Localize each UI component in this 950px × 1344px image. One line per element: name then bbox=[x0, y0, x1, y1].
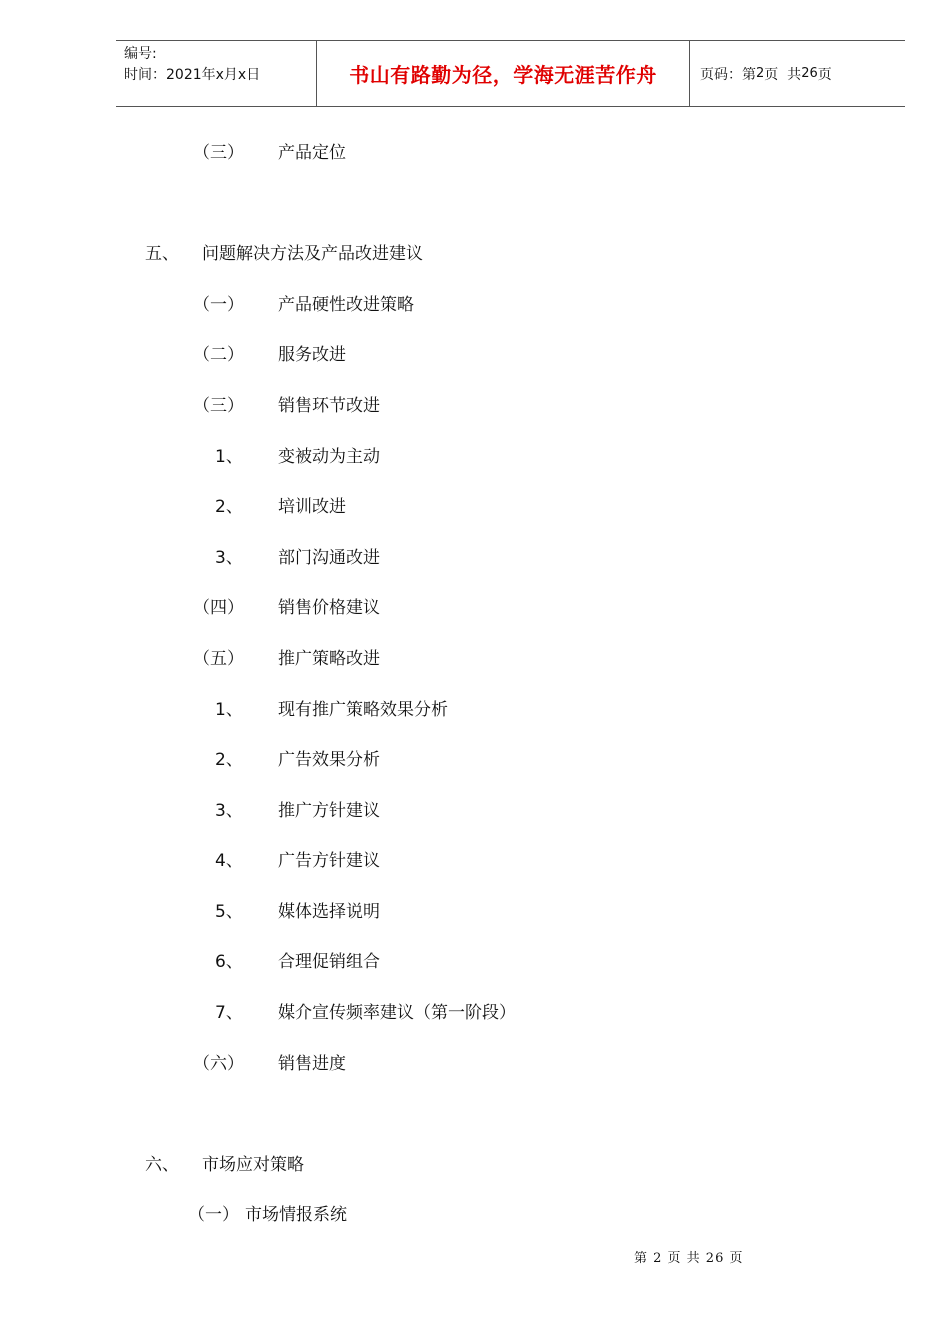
toc-item-text: 推广策略改进 bbox=[278, 649, 380, 669]
toc-item-text: 销售价格建议 bbox=[278, 598, 380, 618]
toc-item-text: 产品硬性改进策略 bbox=[278, 295, 414, 315]
toc-item-number: 2、 bbox=[215, 750, 243, 770]
page-prefix: 页码：第 bbox=[700, 66, 756, 83]
toc-item-number: （一） bbox=[188, 1205, 239, 1225]
toc-item-text: 销售进度 bbox=[278, 1054, 346, 1074]
toc-item-number: （四） bbox=[193, 598, 244, 618]
time-label: 时间：2021年x月x日 bbox=[124, 67, 261, 83]
toc-item-text: 推广方针建议 bbox=[278, 801, 380, 821]
toc-item-text: 媒介宣传频率建议（第一阶段） bbox=[278, 1003, 516, 1023]
page-suffix: 页 bbox=[817, 66, 832, 83]
toc-item-text: 销售环节改进 bbox=[278, 396, 380, 416]
page-total: 26 bbox=[801, 66, 818, 81]
toc-item-number: （一） bbox=[193, 295, 244, 315]
toc-item-number: 5、 bbox=[215, 902, 243, 922]
page-current: 2 bbox=[756, 66, 765, 81]
toc-item-text: 服务改进 bbox=[278, 345, 346, 365]
code-label: 编号: bbox=[124, 46, 157, 62]
toc-item-text: 广告效果分析 bbox=[278, 750, 380, 770]
page-header bbox=[116, 40, 905, 107]
toc-item-text: 现有推广策略效果分析 bbox=[278, 700, 448, 720]
toc-item-text: 问题解决方法及产品改进建议 bbox=[202, 244, 423, 264]
toc-item-number: （五） bbox=[193, 649, 244, 669]
toc-item-number: 1、 bbox=[215, 700, 243, 720]
toc-item-text: 培训改进 bbox=[278, 497, 346, 517]
toc-item-text: 广告方针建议 bbox=[278, 851, 380, 871]
toc-item-number: （二） bbox=[193, 345, 244, 365]
toc-item-number: 五、 bbox=[145, 244, 179, 264]
toc-item-number: （三） bbox=[193, 396, 244, 416]
header-meta bbox=[116, 41, 316, 106]
header-page-info bbox=[690, 41, 905, 106]
page-footer: 第 2 页 共 26 页 bbox=[634, 1251, 744, 1266]
toc-item-text: 合理促销组合 bbox=[278, 952, 380, 972]
toc-item-number: 1、 bbox=[215, 447, 243, 467]
page-mid: 页 共 bbox=[764, 66, 802, 83]
toc-item-text: 变被动为主动 bbox=[278, 447, 380, 467]
toc-item-number: 6、 bbox=[215, 952, 243, 972]
toc-item-number: 3、 bbox=[215, 548, 243, 568]
toc-item-text: 部门沟通改进 bbox=[278, 548, 380, 568]
toc-item-text: 产品定位 bbox=[278, 143, 346, 163]
toc-item-number: （三） bbox=[193, 143, 244, 163]
header-motto: 书山有路勤为径，学海无涯苦作舟 bbox=[316, 41, 690, 106]
toc-item-text: 媒体选择说明 bbox=[278, 902, 380, 922]
toc-item-number: 3、 bbox=[215, 801, 243, 821]
toc-item-number: 4、 bbox=[215, 851, 243, 871]
toc-item-text: 市场应对策略 bbox=[202, 1155, 304, 1175]
toc-item-number: （六） bbox=[193, 1054, 244, 1074]
toc-item-text: 市场情报系统 bbox=[245, 1205, 347, 1225]
toc-item-number: 2、 bbox=[215, 497, 243, 517]
toc-item-number: 7、 bbox=[215, 1003, 243, 1023]
toc-item-number: 六、 bbox=[145, 1155, 179, 1175]
